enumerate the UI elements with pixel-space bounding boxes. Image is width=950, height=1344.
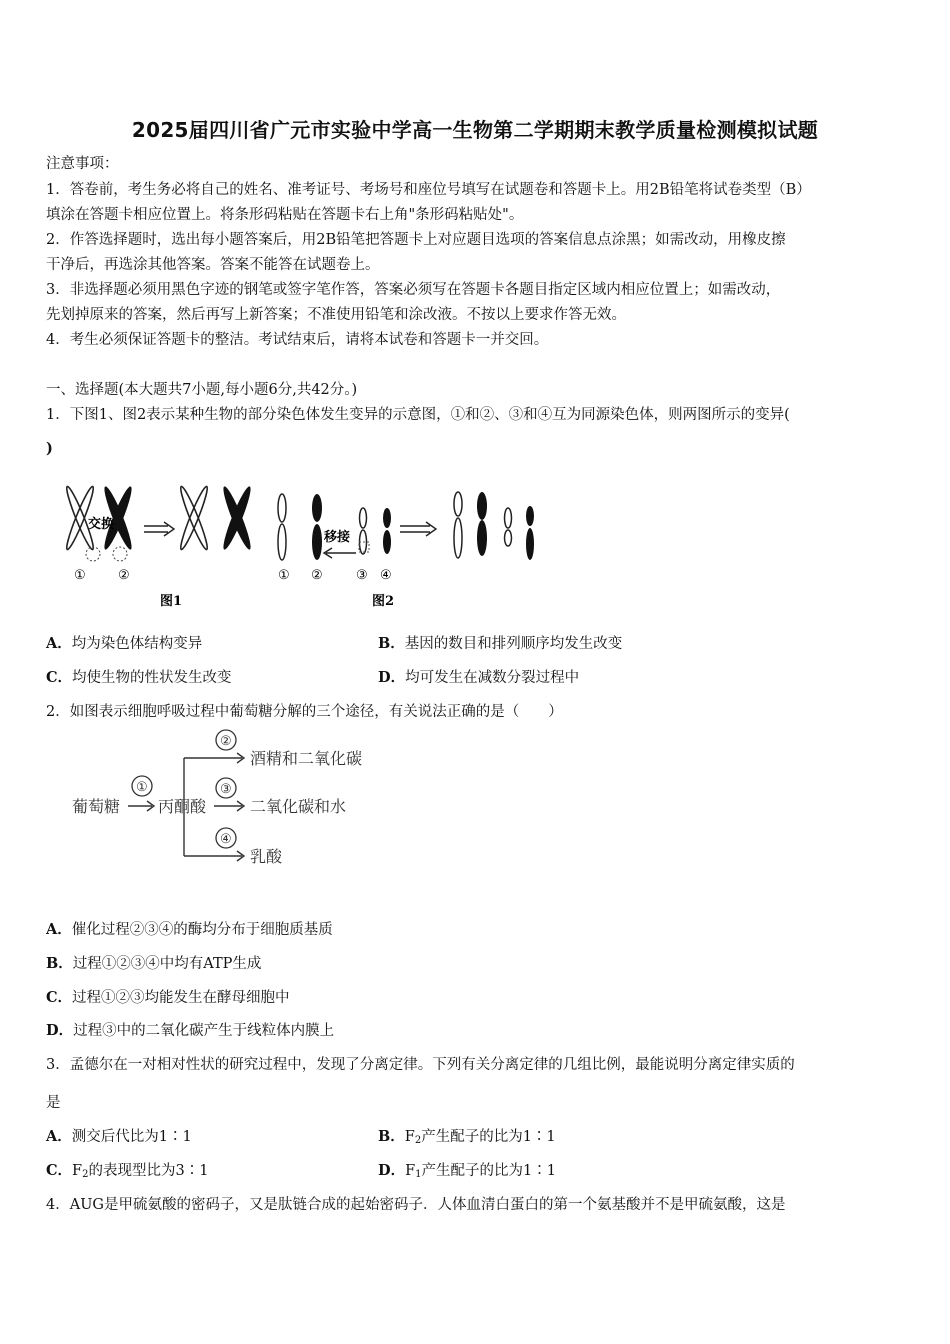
notice-line: 先划掉原来的答案，然后再写上新答案；不准使用铅笔和涂改液。不按以上要求作答无效。: [46, 307, 626, 323]
option-text: 均使生物的性状发生改变: [72, 670, 232, 686]
question-number: 4．: [46, 1197, 70, 1213]
option-text: 均为染色体结构变异: [71, 636, 203, 652]
chromosome-label-2: ②: [118, 568, 130, 583]
option-key: C．: [46, 989, 73, 1006]
question-stem: 孟德尔在一对相对性状的研究过程中，发现了分离定律。下列有关分离定律的几组比例，最能说明分离定律实质的: [69, 1057, 795, 1073]
option-text: 过程①②③④中均有ATP生成: [72, 956, 262, 972]
arrow-left-icon: [324, 548, 356, 558]
figure1-caption: 图1: [160, 594, 183, 609]
process-1-label: ①: [136, 780, 148, 795]
process-3-label: ③: [220, 782, 232, 797]
question-1-paren: ): [46, 440, 53, 457]
question-stem: AUG是甲硫氨酸的密码子，又是肽链合成的起始密码子．人体血清白蛋白的第一个氨基酸并不是甲硫氨酸，这是: [69, 1197, 786, 1213]
option-a: [46, 1125, 192, 1146]
option-b: [46, 952, 261, 973]
chromosome-label-1: ①: [74, 568, 86, 583]
figure2-chromosomes-after: [454, 492, 534, 560]
chromosome-label-3: ③: [356, 568, 368, 583]
lactic-acid-label: 乳酸: [250, 847, 283, 866]
arrow-icon: [128, 801, 154, 811]
question-3-text: [46, 1053, 795, 1074]
notice-line: 填涂在答题卡相应位置上。将条形码粘贴在答题卡右上角"条形码粘贴处"。: [46, 207, 524, 223]
subscript: 1: [415, 1169, 422, 1180]
option-key: C．: [46, 1162, 73, 1179]
question-stem: 下图1、图2表示某种生物的部分染色体发生变异的示意图，①和②、③和④互为同源染色体，则两图所示的变异(: [69, 407, 790, 423]
option-c: [46, 666, 232, 687]
option-key: A．: [46, 1128, 72, 1145]
pyruvate-label: 丙酮酸: [158, 797, 207, 816]
arrow-icon: [144, 522, 174, 536]
option-b: [378, 632, 622, 653]
option-text: F: [405, 1163, 416, 1179]
question-number: 1．: [46, 407, 70, 423]
option-key: D．: [46, 1022, 74, 1039]
option-key: D．: [378, 669, 406, 686]
option-text: 均可发生在减数分裂过程中: [405, 670, 580, 686]
glucose-label: 葡萄糖: [72, 797, 121, 816]
notice-line: 4．考生必须保证答题卡的整洁。考试结束后，请将本试卷和答题卡一并交回。: [46, 332, 549, 348]
option-text: 基因的数目和排列顺序均发生改变: [404, 636, 623, 652]
question-2-text: [46, 700, 563, 721]
figure2-caption: 图2: [372, 594, 395, 609]
question-number: 2．: [46, 704, 70, 720]
option-key: D．: [378, 1162, 406, 1179]
option-a: [46, 632, 202, 653]
option-key: B．: [46, 955, 73, 972]
option-key: A．: [46, 921, 72, 938]
option-a: [46, 918, 333, 939]
option-d: [378, 666, 579, 687]
option-d: [46, 1019, 334, 1040]
option-c: [46, 1159, 208, 1180]
co2-water-label: 二氧化碳和水: [250, 797, 347, 816]
option-d: [378, 1159, 556, 1180]
option-text: 产生配子的比为1∶1: [421, 1129, 556, 1145]
notice-line: 干净后，再选涂其他答案。答案不能答在试题卷上。: [46, 257, 380, 273]
question-1-text: [46, 403, 790, 424]
option-text: 过程③中的二氧化碳产生于线粒体内膜上: [73, 1023, 335, 1039]
option-key: C．: [46, 669, 73, 686]
notice-heading: 注意事项：: [46, 156, 119, 172]
ethanol-co2-label: 酒精和二氧化碳: [250, 749, 363, 768]
process-4-label: ④: [220, 832, 232, 847]
option-text: 测交后代比为1∶1: [71, 1129, 192, 1145]
option-c: [46, 986, 290, 1007]
option-text: F: [72, 1163, 83, 1179]
option-text: 催化过程②③④的酶均分布于细胞质基质: [71, 922, 333, 938]
option-key: B．: [378, 635, 405, 652]
section-heading: 一、选择题(本大题共7小题,每小题6分,共42分。): [46, 382, 358, 398]
chromosome-label-1: ①: [278, 568, 290, 583]
option-text: F: [404, 1129, 415, 1145]
subscript: 2: [414, 1135, 422, 1146]
notice-line: 3．非选择题必须用黑色字迹的钢笔或签字笔作答，答案必须写在答题卡各题目指定区域内相应位置上；如需改动，: [46, 282, 781, 298]
figure1-chromosomes-after: [178, 485, 255, 552]
move-label: 移接: [324, 530, 351, 545]
question-stem: 如图表示细胞呼吸过程中葡萄糖分解的三个途径，有关说法正确的是（ ）: [69, 704, 563, 720]
notice-line: 2．作答选择题时，选出每小题答案后，用2B铅笔把答题卡上对应题目选项的答案信息点涂黑；如需改动，用橡皮擦: [46, 232, 786, 248]
option-text: 过程①②③均能发生在酵母细胞中: [72, 990, 290, 1006]
option-b: [378, 1125, 556, 1146]
option-key: A．: [46, 635, 72, 652]
process-2-label: ②: [220, 734, 232, 749]
option-key: B．: [378, 1128, 405, 1145]
arrow-icon: [400, 522, 436, 536]
notice-line: 1．答卷前，考生务必将自己的姓名、准考证号、考场号和座位号填写在试题卷和答题卡上。用2B铅笔将试卷类型（B）: [46, 182, 811, 198]
question-3-text-cont: 是: [46, 1095, 61, 1111]
option-text: 的表现型比为3∶1: [88, 1163, 209, 1179]
subscript: 2: [82, 1169, 89, 1180]
page-title: 2025届四川省广元市实验中学高一生物第二学期期末教学质量检测模拟试题: [131, 118, 819, 142]
chromosome-variation-figure: [60, 478, 540, 610]
respiration-pathway-diagram: [66, 726, 406, 876]
figure2-chromosomes-before: [278, 494, 391, 560]
question-4-text: [46, 1193, 786, 1214]
chromosome-label-4: ④: [380, 568, 392, 583]
chromosome-label-2: ②: [311, 568, 323, 583]
question-number: 3．: [46, 1057, 70, 1073]
exchange-label: 交换: [88, 517, 115, 532]
option-text: 产生配子的比为1∶1: [421, 1163, 556, 1179]
